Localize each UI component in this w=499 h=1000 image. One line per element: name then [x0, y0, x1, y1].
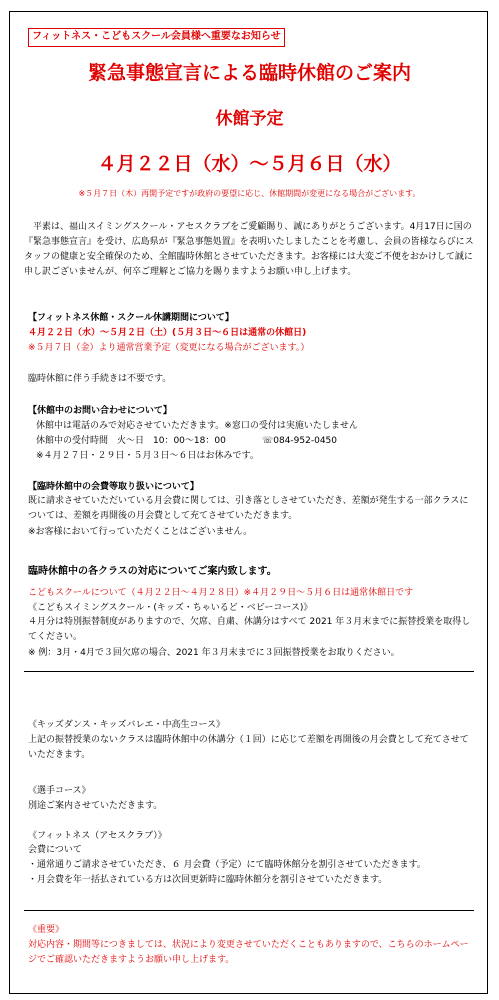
- closure-period: ４月２２日（水）～５月２日（土）(５月３日～６日は通常の休館日): [28, 328, 307, 338]
- inquiry-closed-days: ※４月２７日・２９日・５月３日～６日はお休みです。: [36, 451, 259, 461]
- notice-badge: フィットネス・こどもスクール会員様へ重要なお知らせ: [28, 28, 285, 47]
- closure-subtitle: 休館予定: [215, 109, 284, 129]
- divider-top: [24, 671, 474, 672]
- fees-heading: 【臨時休館中の会費等取り扱いについて】: [28, 482, 199, 492]
- classes-heading: 臨時休館中の各クラスの対応についてご案内致します。: [28, 566, 277, 577]
- inquiry-heading: 【休館中のお問い合わせについて】: [28, 406, 172, 416]
- kids-course-heading: 《こどもスイミングスクール・(キッズ・ちゃいるど・ベビーコース)》: [28, 603, 313, 613]
- dance-text: 上記の振替授業のないクラスは臨時休館中の休講分（１回）に応じて差額を再開後の月会費として充てさせていただきます。: [28, 735, 469, 760]
- athlete-text: 別途ご案内させていただきます。: [28, 801, 163, 811]
- fitness-item-monthly: ・通常通りご請求させていただき、６ 月会費（予定）にて臨時休館分を割引させていただきます。: [28, 860, 426, 870]
- closure-heading: 【フィットネス休館・スクール休講期間について】: [28, 313, 234, 323]
- procedure-note: 臨時休館に伴う手続きは不要です。: [28, 374, 172, 384]
- fees-note: ※お客様において行っていただくことはございません。: [28, 527, 253, 537]
- fitness-item-annual: ・月会費を年一括払されている方は次回更新時に臨時休館分を割引させていただきます。: [28, 875, 388, 885]
- kids-period: こどもスクールについて（４月２２日～４月２８日）※４月２９日～５月６日は通常休館日です: [28, 588, 414, 598]
- dance-heading: 《キッズダンス・キッズバレエ・中高生コース》: [28, 720, 226, 730]
- important-heading: 《重要》: [28, 925, 65, 935]
- fitness-heading: 《フィットネス（アセスクラブ）》: [28, 831, 167, 841]
- phone-number[interactable]: ☏084-952-0450: [262, 436, 338, 446]
- kids-transfer-text: ４月分は特別振替制度がありますので、欠席、自粛、休講分はすべて 2021 年３月末までに振替授業を取得してください。: [28, 617, 471, 642]
- fees-text: 既に請求させていただいている月会費に関しては、引き落としさせていただき、差額が発生する一部クラスについては、差額を再開後の月会費として充てさせていただきます。: [28, 496, 469, 521]
- inquiry-hours: 休館中の受付時間 火～日 10：00～18：00: [36, 436, 226, 446]
- divider-bottom: [24, 910, 474, 911]
- reopen-schedule: ※５月７日（金）より通常営業予定（変更になる場合がございます。）: [28, 343, 310, 353]
- page-title: 緊急事態宣言による臨時休館のご案内: [87, 62, 411, 84]
- closure-dates: ４月２２日（水）～５月６日（水）: [97, 153, 402, 175]
- kids-example: ※ 例：3月・4月で３回欠席の場合、2021 年３月末までに３回振替授業をお取りください。: [28, 648, 400, 658]
- intro-paragraph: 平素は、福山スイミングスクール・アセスクラブをご愛顧賜り、誠にありがとうございます。4月17日に国の『緊急事態宣言』を受け、広島県が『緊急事態処置』を表明いたしましたことを考慮し、会員の皆様ならびにスタッフの健康と安全確保のため、全館臨時休館とさせていただきます。お客様には大変ご不便をおかけして誠に申し訳ございませんが、何卒ご理解とご協力を賜りますようお願い申し上げます。: [24, 222, 474, 277]
- athlete-heading: 《選手コース》: [28, 786, 91, 796]
- fitness-fee-label: 会費について: [28, 845, 82, 855]
- reopen-note: ※５月７日（木）再開予定ですが政府の要望に応じ、休館期間が変更になる場合がございます。: [78, 189, 421, 198]
- inquiry-phone-only: 休館中は電話のみで対応させていただきます。※窓口の受付は実施いたしません: [36, 421, 358, 431]
- important-text: 対応内容・期間等につきましては、状況により変更させていただくこともありますので、こちらのホームページでご確認いただきますようお願い申し上げます。: [28, 940, 469, 965]
